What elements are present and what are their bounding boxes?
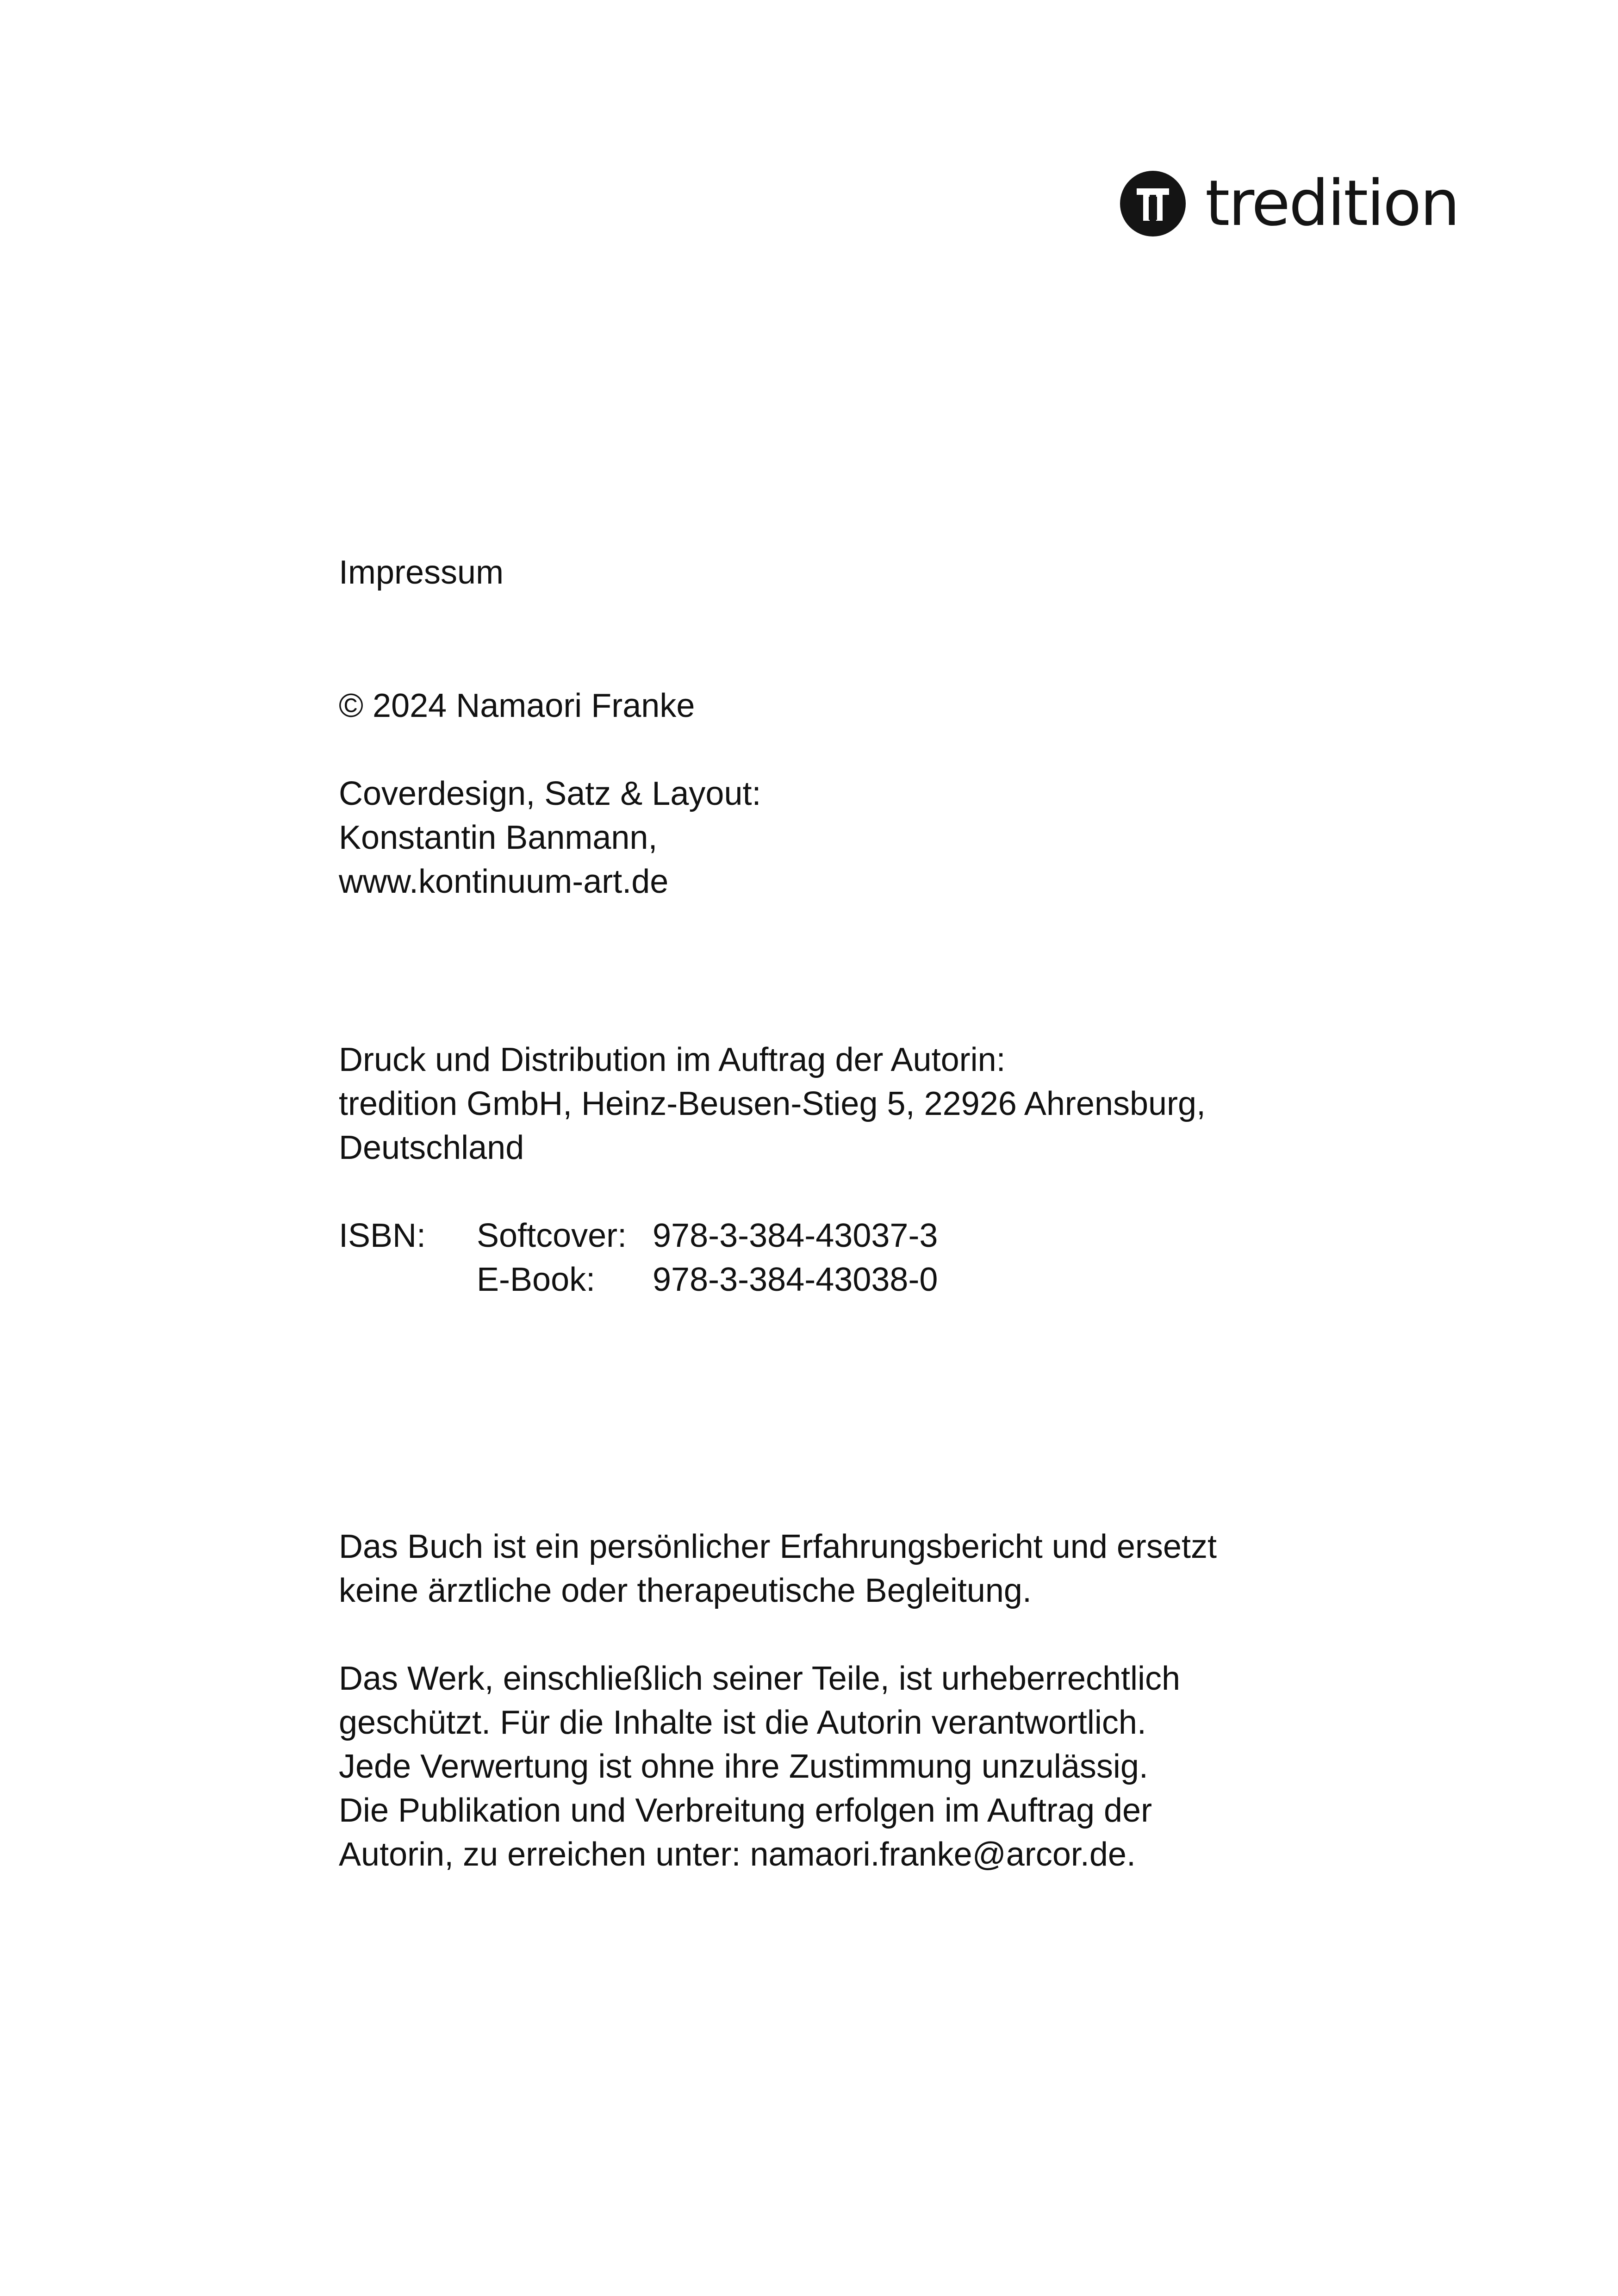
design-label: Coverdesign, Satz & Layout: <box>339 775 761 812</box>
rights-line: Autorin, zu erreichen unter: namaori.franke@arcor.de. <box>339 1836 1136 1873</box>
print-line-2: tredition GmbH, Heinz-Beusen-Stieg 5, 22926 Ahrensburg, <box>339 1085 1206 1122</box>
rights-line: Jede Verwertung ist ohne ihre Zustimmung unzulässig. <box>339 1748 1148 1785</box>
isbn-row <box>339 1258 987 1302</box>
tredition-logo-icon <box>1120 171 1186 236</box>
copyright-line: © 2024 Namaori Franke <box>339 687 695 724</box>
designer-name: Konstantin Banmann, <box>339 819 658 856</box>
rights-line: Das Werk, einschließlich seiner Teile, ist urheberrechtlich <box>339 1660 1181 1697</box>
print-line-3: Deutschland <box>339 1129 524 1166</box>
isbn-label: ISBN: <box>339 1217 426 1254</box>
designer-url: www.kontinuum-art.de <box>339 863 669 900</box>
rights-line: geschützt. Für die Inhalte ist die Autorin verantwortlich. <box>339 1704 1146 1741</box>
rights-line: Die Publikation und Verbreitung erfolgen im Auftrag der <box>339 1792 1152 1829</box>
print-line-1: Druck und Distribution im Auftrag der Autorin: <box>339 1041 1006 1078</box>
isbn-number: 978-3-384-43038-0 <box>653 1261 938 1298</box>
publisher-wordmark: tredition <box>1205 167 1459 240</box>
disclaimer-line-2: keine ärztliche oder therapeutische Begleitung. <box>339 1572 1032 1609</box>
isbn-format: E-Book: <box>477 1261 596 1298</box>
disclaimer-line-1: Das Buch ist ein persönlicher Erfahrungsbericht und ersetzt <box>339 1528 1217 1565</box>
isbn-row <box>339 1214 987 1258</box>
isbn-number: 978-3-384-43037-3 <box>653 1217 938 1254</box>
imprint-heading: Impressum <box>339 554 504 591</box>
isbn-format: Softcover: <box>477 1217 627 1254</box>
publisher-logo <box>1120 169 1459 238</box>
